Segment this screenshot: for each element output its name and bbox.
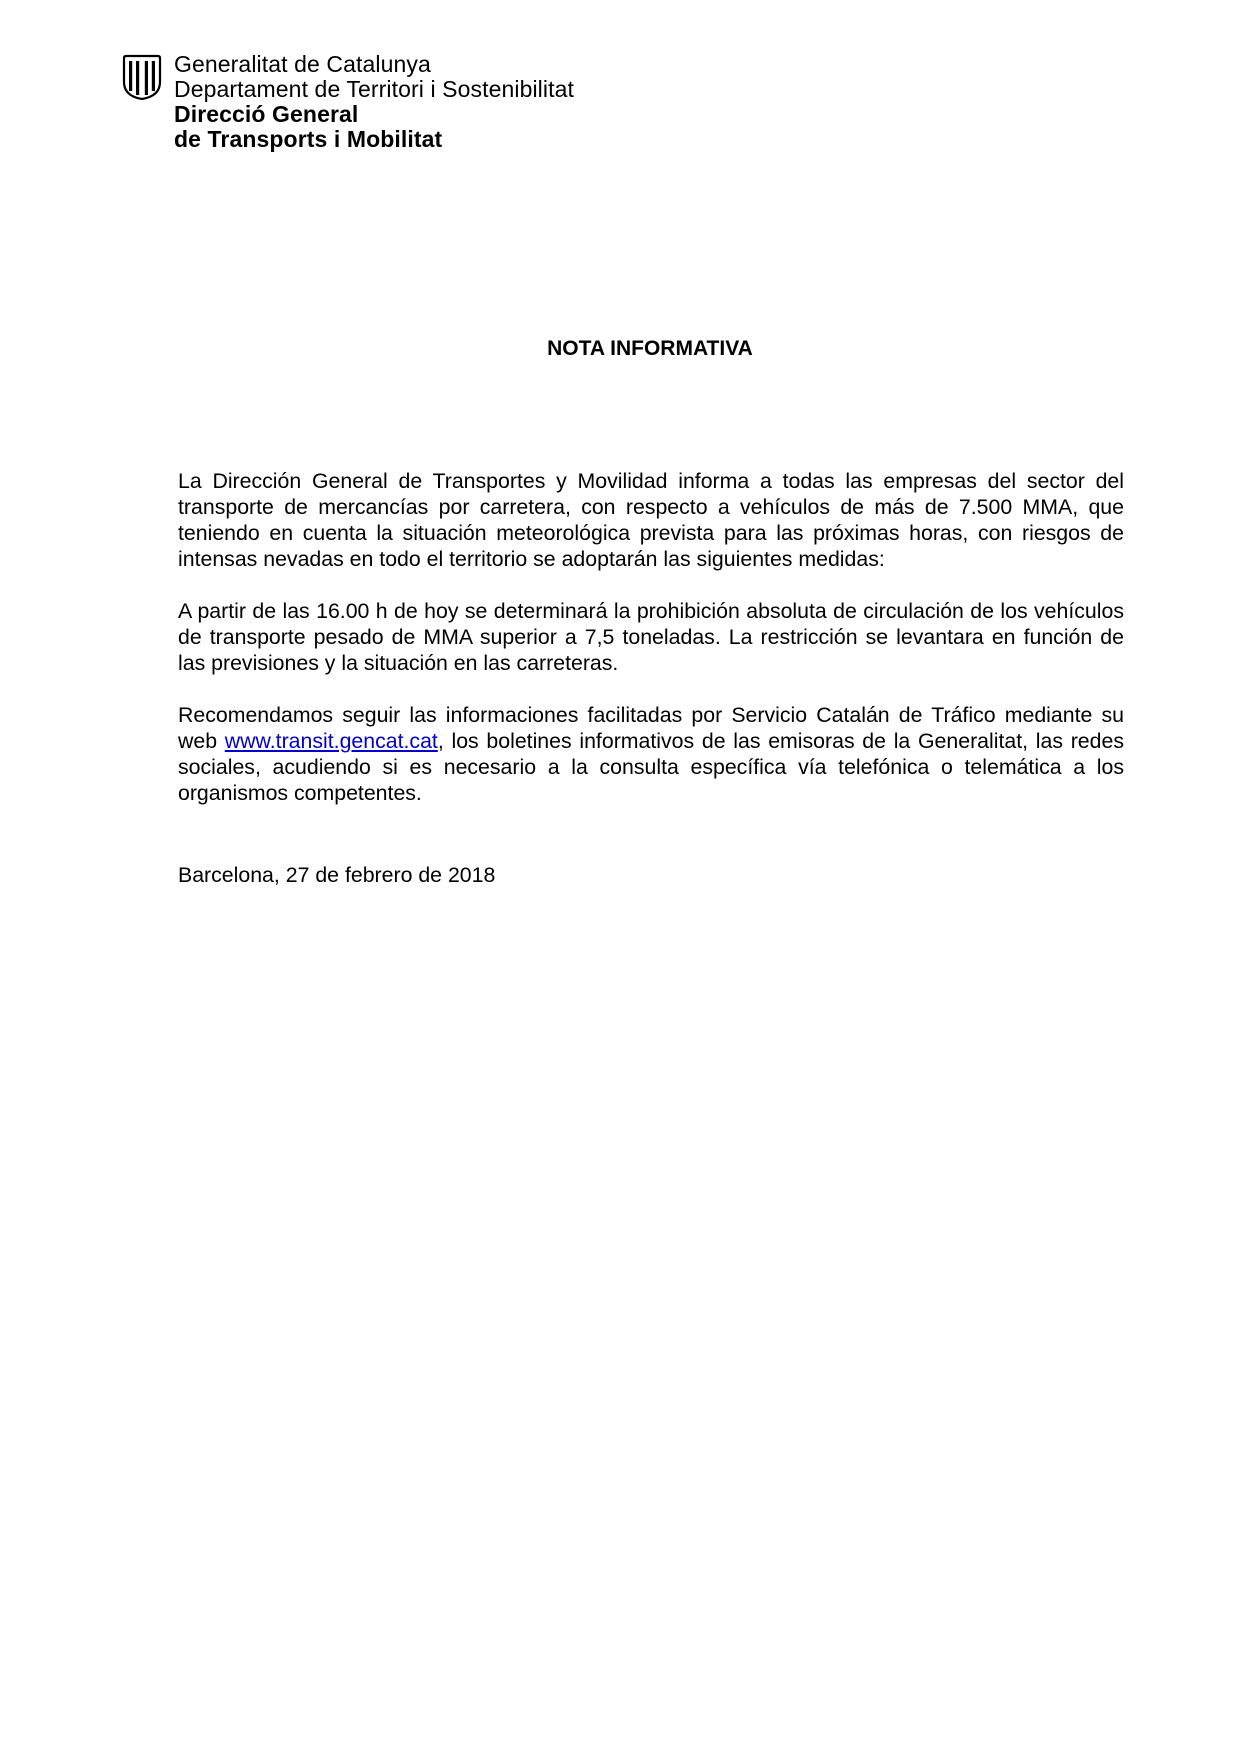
letterhead-directorate-line-2: de Transports i Mobilitat: [174, 126, 443, 152]
transit-website-link[interactable]: www.transit.gencat.cat: [224, 729, 438, 753]
generalitat-coat-of-arms-icon: [120, 54, 164, 100]
letterhead: [120, 52, 574, 152]
letterhead-government-name: Generalitat de Catalunya: [174, 51, 431, 77]
recommendation-text-start: Recomendamos seguir las informaciones facilitadas por Servicio Catalán de Tráfico mediante su web: [178, 703, 1124, 753]
place-and-date: Barcelona, 27 de febrero de 2018: [178, 863, 496, 887]
letterhead-department-name: Departament de Territori i Sostenibilitat: [174, 76, 574, 102]
document-body: [178, 468, 1124, 806]
recommendation-text-end: , los boletines informativos de las emisoras de la Generalitat, las redes sociales, acudiendo si es necesario a la consulta específica vía telefónica o telemática a los organismos competentes.: [178, 729, 1124, 805]
letterhead-directorate-line-1: Direcció General: [174, 101, 359, 127]
paragraph-announcement: La Dirección General de Transportes y Movilidad informa a todas las empresas del sector del transporte de mercancías por carretera, con respecto a vehículos de más de 7.500 MMA, que teniendo en cuenta la situación meteorológica prevista para las próximas horas, con riesgos de intensas nevadas en todo el territorio se adoptarán las siguientes medidas:: [178, 469, 1124, 571]
paragraph-restriction: A partir de las 16.00 h de hoy se determinará la prohibición absoluta de circulación de los vehículos de transporte pesado de MMA superior a 7,5 toneladas. La restricción se levantara en función de las previsiones y la situación en las carreteras.: [178, 599, 1124, 675]
document-title: NOTA INFORMATIVA: [547, 337, 753, 360]
paragraph-recommendation: [178, 702, 1124, 806]
